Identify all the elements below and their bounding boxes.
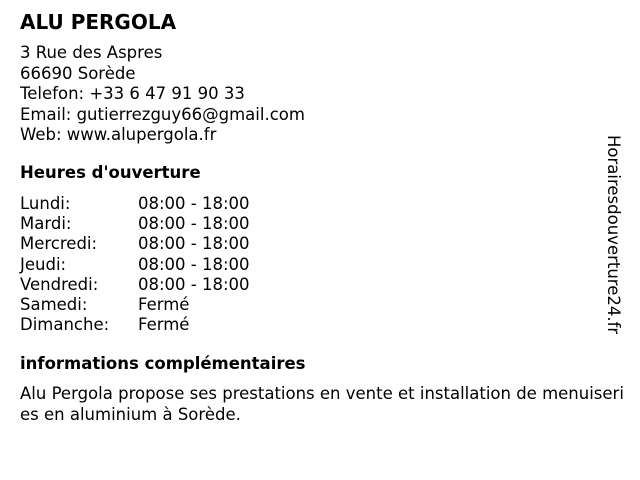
time-value: 08:00 - 18:00 (138, 234, 250, 254)
time-value: Fermé (138, 295, 190, 315)
business-name: ALU PERGOLA (20, 10, 177, 34)
info-text: Alu Pergola propose ses prestations en vente et installation de menuiseries en aluminium à Sorède. (20, 384, 624, 424)
hours-row-friday (20, 275, 250, 295)
day-label: Mardi: (20, 214, 72, 234)
hours-row-saturday (20, 295, 250, 315)
time-value: Fermé (138, 315, 190, 335)
day-label: Jeudi: (20, 254, 67, 274)
hours-row-tuesday (20, 214, 250, 234)
info-heading: informations complémentaires (20, 354, 306, 373)
contact-block (20, 43, 305, 146)
address-line-1: 3 Rue des Aspres (20, 43, 163, 62)
time-value: 08:00 - 18:00 (138, 214, 250, 234)
web-line: Web: www.alupergola.fr (20, 125, 217, 144)
hours-table (20, 194, 250, 335)
day-label: Vendredi: (20, 274, 99, 294)
day-label: Dimanche: (20, 315, 110, 335)
day-label: Samedi: (20, 295, 88, 315)
email-line: Email: gutierrezguy66@gmail.com (20, 104, 305, 124)
address-line-2: 66690 Sorède (20, 63, 136, 83)
time-value: 08:00 - 18:00 (138, 194, 250, 213)
hours-row-thursday (20, 255, 250, 275)
site-watermark: Horairesdouverture24.fr (604, 135, 623, 335)
day-label: Mercredi: (20, 234, 98, 254)
phone-line: Telefon: +33 6 47 91 90 33 (20, 84, 245, 103)
hours-row-sunday (20, 315, 250, 335)
hours-row-monday (20, 194, 250, 214)
time-value: 08:00 - 18:00 (138, 254, 250, 274)
hours-row-wednesday (20, 234, 250, 254)
day-label: Lundi: (20, 194, 71, 213)
time-value: 08:00 - 18:00 (138, 274, 250, 294)
hours-heading: Heures d'ouverture (20, 163, 201, 182)
